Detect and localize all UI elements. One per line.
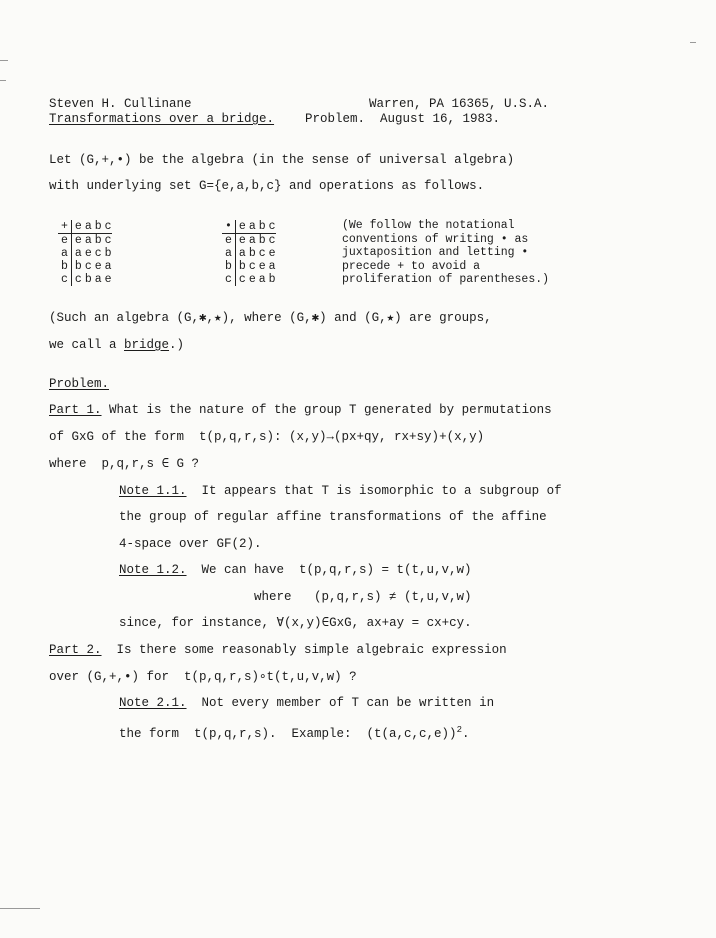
part1-line-2: of GxG of the form t(p,q,r,s): (x,y)→(px+qy, rx+sy)+(x,y) <box>49 430 485 444</box>
table-cell: e <box>104 273 112 286</box>
table-cell: c <box>258 247 266 260</box>
note21-line-1 <box>119 695 494 711</box>
table-cell: e <box>84 247 92 260</box>
table-cell: c <box>104 234 112 247</box>
part1-line-3: where p,q,r,s ∈ G ? <box>49 457 200 471</box>
note21-label: Note 2.1. <box>119 696 187 710</box>
note12-text: We can have t(p,q,r,s) = t(t,u,v,w) <box>186 563 472 577</box>
address: Warren, PA 16365, U.S.A. <box>369 97 550 111</box>
note12-line-3: since, for instance, ∀(x,y)∈GxG, ax+ay = cx+cy. <box>119 616 472 630</box>
table-col-header: a <box>82 220 92 234</box>
table-cell: c <box>94 247 102 260</box>
table-cell: b <box>84 273 92 286</box>
table-cell: e <box>94 260 102 273</box>
table-cell: b <box>74 260 82 273</box>
scan-mark <box>0 60 8 61</box>
doc-title: Transformations over a bridge. <box>49 112 275 126</box>
table-cell: e <box>74 234 82 247</box>
intro-line-2: with underlying set G={e,a,b,c} and operations as follows. <box>49 179 485 193</box>
part1-label: Part 1. <box>49 403 102 417</box>
table-cell: c <box>268 234 276 247</box>
table-cell: b <box>94 234 102 247</box>
part1-line-1 <box>49 402 552 418</box>
table-cell: a <box>258 273 266 286</box>
notation-note-line: proliferation of parentheses.) <box>342 273 550 286</box>
table-col-header: b <box>256 220 266 234</box>
scan-mark <box>690 42 696 43</box>
table-op: • <box>222 220 235 234</box>
table-cell: b <box>268 273 276 286</box>
table-cell: e <box>238 234 246 247</box>
table-col-header: a <box>246 220 256 234</box>
notation-note-line: (We follow the notational <box>342 219 515 232</box>
bridge-post: .) <box>169 338 185 352</box>
table-cell: a <box>104 260 112 273</box>
bridge-line-2 <box>49 337 184 353</box>
author: Steven H. Cullinane <box>49 97 192 111</box>
note11-label: Note 1.1. <box>119 484 187 498</box>
table-cell: c <box>238 273 246 286</box>
table-cell: c <box>74 273 82 286</box>
table-cell: b <box>238 260 246 273</box>
note12-line-2: where (p,q,r,s) ≠ (t,u,v,w) <box>254 590 472 604</box>
scan-mark <box>0 80 6 81</box>
scan-mark <box>0 908 40 909</box>
note11-text: It appears that T is isomorphic to a subgroup of <box>186 484 562 498</box>
plus-table <box>58 220 112 286</box>
table-cell: b <box>104 247 112 260</box>
note12-label: Note 1.2. <box>119 563 187 577</box>
table-row-header: c <box>222 273 235 286</box>
note12-line-1 <box>119 562 472 578</box>
part2-label: Part 2. <box>49 643 102 657</box>
note21-end: . <box>461 727 470 742</box>
note11-line-3: 4-space over GF(2). <box>119 537 262 551</box>
table-row-header: b <box>58 260 71 273</box>
part1-text: What is the nature of the group T generated by permutations <box>101 403 552 417</box>
table-cell: c <box>84 260 92 273</box>
table-cell: a <box>84 234 92 247</box>
table-row-header: e <box>222 234 235 248</box>
table-cell: a <box>94 273 102 286</box>
table-col-header: b <box>92 220 102 234</box>
bridge-line-1: (Such an algebra (G,✱,★), where (G,✱) and (G,★) are groups, <box>49 311 492 325</box>
notation-note-line: juxtaposition and letting • <box>342 246 529 259</box>
table-cell: c <box>248 260 256 273</box>
table-col-header: e <box>235 220 245 234</box>
table-row-header: b <box>222 260 235 273</box>
table-op: + <box>58 220 71 234</box>
note21-text-2: the form t(p,q,r,s). Example: (t(a,c,c,e)) <box>119 727 457 742</box>
table-cell: a <box>268 260 276 273</box>
table-cell: e <box>248 273 256 286</box>
part2-line-1 <box>49 642 507 658</box>
table-row-header: a <box>58 247 71 260</box>
intro-line-1: Let (G,+,•) be the algebra (in the sense of universal algebra) <box>49 153 515 167</box>
table-cell: b <box>248 247 256 260</box>
table-cell: a <box>238 247 246 260</box>
table-col-header: c <box>266 220 276 234</box>
note21-text: Not every member of T can be written in <box>186 696 495 710</box>
note21-exponent: 2 <box>456 725 462 735</box>
times-table <box>222 220 276 286</box>
table-row-header: e <box>58 234 71 248</box>
note11-line-1 <box>119 483 562 499</box>
table-cell: a <box>248 234 256 247</box>
bridge-pre: we call a <box>49 338 125 352</box>
table-col-header: c <box>102 220 112 234</box>
table-cell: b <box>258 234 266 247</box>
notation-note-line: precede + to avoid a <box>342 259 481 273</box>
note11-line-2: the group of regular affine transformations of the affine <box>119 510 547 524</box>
bridge-term: bridge <box>124 338 170 352</box>
problem-heading: Problem. <box>49 377 110 391</box>
part2-line-2: over (G,+,•) for t(p,q,r,s)∘t(t,u,v,w) ? <box>49 670 357 684</box>
note21-line-2 <box>119 722 469 742</box>
table-cell: a <box>74 247 82 260</box>
type-date: Problem. August 16, 1983. <box>305 112 501 126</box>
part2-text: Is there some reasonably simple algebraic expression <box>101 643 507 657</box>
table-cell: e <box>258 260 266 273</box>
notation-note-line: conventions of writing • as <box>342 232 529 246</box>
table-col-header: e <box>71 220 81 234</box>
table-row-header: a <box>222 247 235 260</box>
table-cell: e <box>268 247 276 260</box>
table-row-header: c <box>58 273 71 286</box>
